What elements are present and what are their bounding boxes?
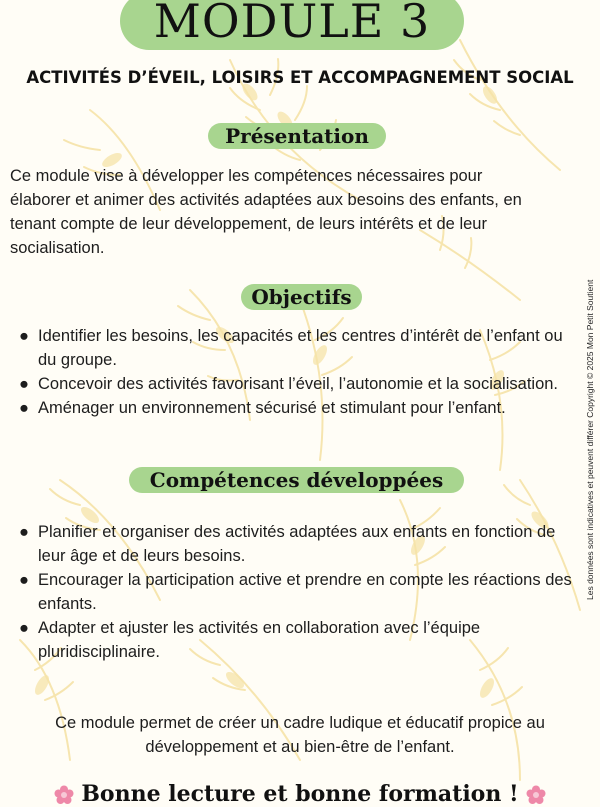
presentation-line: socialisation. — [10, 239, 105, 257]
flower-icon — [54, 785, 74, 805]
presentation-line: tenant compte de leur développement, de leurs intérêts et de leur — [10, 215, 487, 233]
list-item: ● Encourager la participation active et prendre en compte les réactions des enfants. — [38, 568, 575, 616]
list-item: ● Concevoir des activités favorisant l’éveil, l’autonomie et la socialisation. — [38, 372, 575, 396]
flower-icon — [526, 785, 546, 805]
presentation-line: Ce module vise à développer les compétences nécessaires pour — [10, 167, 483, 185]
objectifs-heading-text: Objectifs — [251, 285, 352, 309]
presentation-heading-text: Présentation — [225, 124, 369, 148]
title-banner — [120, 0, 464, 50]
objectifs-list — [0, 324, 575, 420]
bullet-icon: ● — [19, 571, 29, 589]
bullet-icon: ● — [19, 399, 29, 417]
footer-text: Bonne lecture et bonne formation ! — [81, 781, 519, 807]
list-item: ● Adapter et ajuster les activités en collaboration avec l’équipe pluridisciplinaire. — [38, 616, 575, 664]
section-heading-presentation — [208, 123, 386, 149]
page-title: MODULE 3 — [153, 0, 431, 48]
closing-paragraph — [20, 711, 580, 759]
footer-message — [0, 781, 600, 807]
closing-line: développement et au bien-être de l’enfant. — [145, 738, 455, 756]
section-heading-objectifs — [241, 284, 362, 310]
closing-line: Ce module permet de créer un cadre ludique et éducatif propice au — [55, 714, 545, 732]
presentation-line: élaborer et animer des activités adaptées aux besoins des enfants, en — [10, 191, 522, 209]
list-item: ● Aménager un environnement sécurisé et stimulant pour l’enfant. — [38, 396, 575, 420]
bullet-icon: ● — [19, 523, 29, 541]
presentation-paragraph — [10, 164, 570, 260]
competences-list — [0, 520, 575, 664]
bullet-icon: ● — [19, 619, 29, 637]
bullet-icon: ● — [19, 375, 29, 393]
bullet-icon: ● — [19, 327, 29, 345]
list-item: ● Planifier et organiser des activités adaptées aux enfants en fonction de leur âge et de leurs besoins. — [38, 520, 575, 568]
copyright-side-note: Les données sont indicatives et peuvent différer Copyright © 2025 Mon Petit Soutient — [585, 279, 595, 600]
competences-heading-text: Compétences développées — [149, 468, 444, 492]
list-item: ● Identifier les besoins, les capacités et les centres d’intérêt de l’enfant ou du groupe. — [38, 324, 575, 372]
module-subtitle: ACTIVITÉS D’ÉVEIL, LOISIRS ET ACCOMPAGNEMENT SOCIAL — [26, 68, 574, 87]
section-heading-competences — [129, 467, 464, 493]
